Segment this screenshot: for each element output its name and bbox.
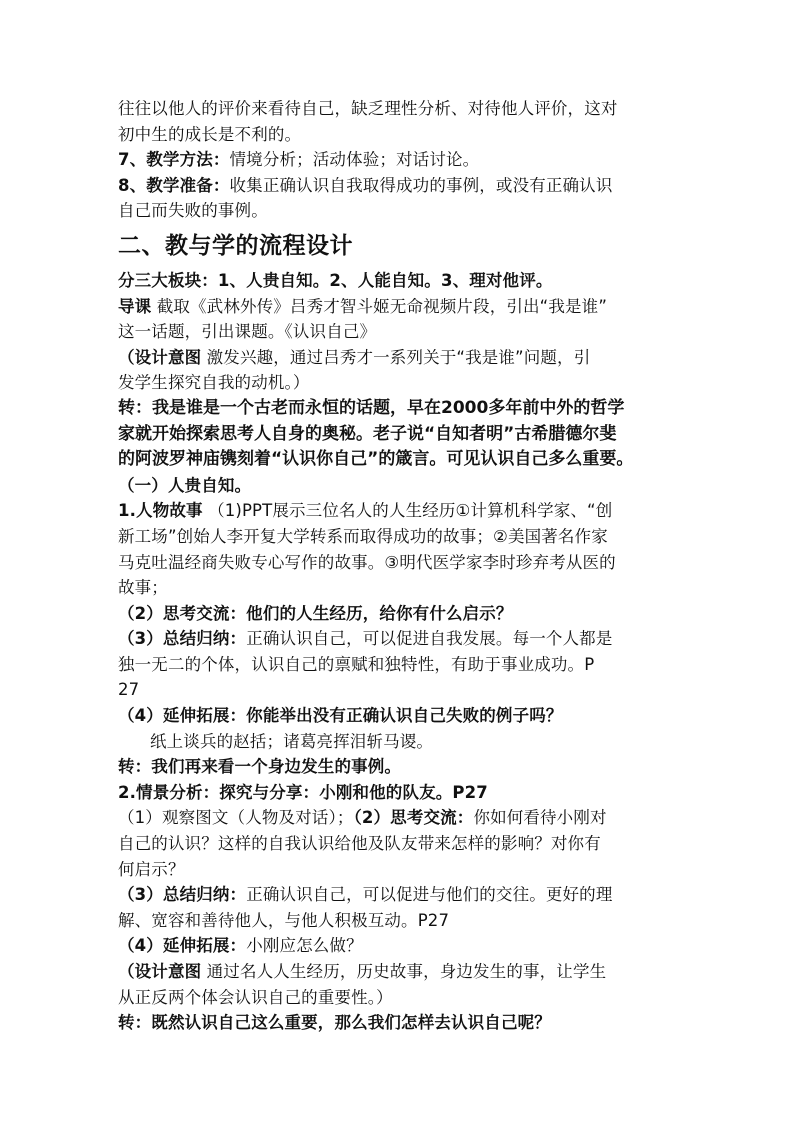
think-exchange-1: （2）思考交流：他们的人生经历，给你有什么启示？ xyxy=(118,603,513,623)
observe-label: （1）观察图文（人物及对话）； xyxy=(118,808,354,828)
extension-2-label: （4）延伸拓展： xyxy=(118,936,247,956)
observe-line-2: 自己的认识？这样的自我认识给他及队友带来怎样的影响？对你有 xyxy=(118,834,601,854)
observe-line-1: （1）观察图文（人物及对话）；（2）思考交流：你如何看待小刚对 xyxy=(118,808,607,828)
design-intent-2-label: （设计意图 xyxy=(118,962,202,981)
transition-1-line-3: 的阿波罗神庙镌刻着“认识你自己”的箴言。可见认识自己多么重要。 xyxy=(118,449,634,470)
summary-1-label: （3）总结归纳： xyxy=(118,629,247,649)
teaching-method-text: 情境分析；活动体验；对话讨论。 xyxy=(229,150,480,170)
summary-2-line-2: 解、宽容和善待他人，与他人积极互动。P27 xyxy=(118,910,450,930)
transition-3: 转：既然认识自己这么重要，那么我们怎样去认识自己呢？ xyxy=(118,1013,551,1033)
part-1-title: （一）人贵自知。 xyxy=(118,475,252,495)
teaching-prep-line-1: 8、教学准备：收集正确认识自我取得成功的事例，或没有正确认识 xyxy=(118,175,613,195)
lead-in-line-1: 导课 截取《武林外传》吕秀才智斗姬无命视频片段，引出“我是谁” xyxy=(118,296,608,316)
story-line-2: 新工场”创始人李开复大学转系而取得成功的故事；②美国著名作家 xyxy=(118,526,608,546)
transition-2: 转：我们再来看一个身边发生的事例。 xyxy=(118,757,402,777)
teaching-prep-line-2: 自己而失败的事例。 xyxy=(118,201,268,221)
story-line-1: 1.人物故事 （1)PPT展示三位名人的人生经历①计算机科学家、“创 xyxy=(118,501,613,521)
design-intent-2-line-1: （设计意图 通过名人人生经历，历史故事，身边发生的事，让学生 xyxy=(118,962,607,981)
summary-1-line-1: （3）总结归纳：正确认识自己，可以促进自我发展。每一个人都是 xyxy=(118,629,613,649)
design-intent-1-line-1: （设计意图 激发兴趣，通过吕秀才一系列关于“我是谁”问题，引 xyxy=(118,347,591,367)
teaching-method xyxy=(118,147,678,173)
transition-1-line-1: 转：我是谁是一个古老而永恒的话题，早在2000多年前中外的哲学 xyxy=(118,397,625,418)
summary-2-line-1: （3）总结归纳：正确认识自己，可以促进与他们的交往。更好的理 xyxy=(118,885,613,905)
extension-2: （4）延伸拓展：小刚应怎么做？ xyxy=(118,936,363,956)
story-line-4: 故事； xyxy=(118,578,168,598)
intro-line-1: 往往以他人的评价来看待自己，缺乏理性分析、对待他人评价，这对 xyxy=(118,99,618,118)
lead-in-label: 导课 xyxy=(118,296,152,316)
design-intent-1-line-2: 发学生探究自我的动机。） xyxy=(118,373,310,393)
observe-line-3: 何启示？ xyxy=(118,859,185,879)
story-line-3: 马克吐温经商失败专心写作的故事。③明代医学家李时珍弃考从医的 xyxy=(118,552,616,572)
transition-1-line-2: 家就开始探索思考人自身的奥秘。老子说“自知者明”古希腊德尔斐 xyxy=(118,423,617,444)
blocks-overview: 分三大板块：1、人贵自知。2、人能自知。3、理对他评。 xyxy=(118,270,553,290)
summary-1-line-2: 独一无二的个体，认识自己的禀赋和独特性，有助于事业成功。P xyxy=(118,654,595,674)
lead-in-line-2: 这一话题，引出课题。《认识自己》 xyxy=(118,322,377,342)
summary-1-line-3: 27 xyxy=(118,680,140,700)
extension-1: （4）延伸拓展：你能举出没有正确认识自己失败的例子吗？ xyxy=(118,706,563,726)
intro-line-2: 初中生的成长是不利的。 xyxy=(118,124,302,144)
examples: 纸上谈兵的赵括；诸葛亮挥泪斩马谡。 xyxy=(150,731,434,751)
summary-2-label: （3）总结归纳： xyxy=(118,885,247,905)
section-title: 二、教与学的流程设计 xyxy=(118,232,353,259)
scenario-title: 2.情景分析：探究与分享：小刚和他的队友。P27 xyxy=(118,782,488,802)
design-intent-2-line-2: 从正反两个体会认识自己的重要性。） xyxy=(118,987,393,1007)
document-page xyxy=(118,96,678,1036)
design-intent-label: （设计意图 xyxy=(118,347,202,367)
teaching-method-label: 7、教学方法： xyxy=(118,150,230,170)
teaching-prep-label: 8、教学准备： xyxy=(118,175,230,195)
story-label: 1.人物故事 xyxy=(118,501,203,521)
think-exchange-2-label: （2）思考交流： xyxy=(353,808,474,828)
